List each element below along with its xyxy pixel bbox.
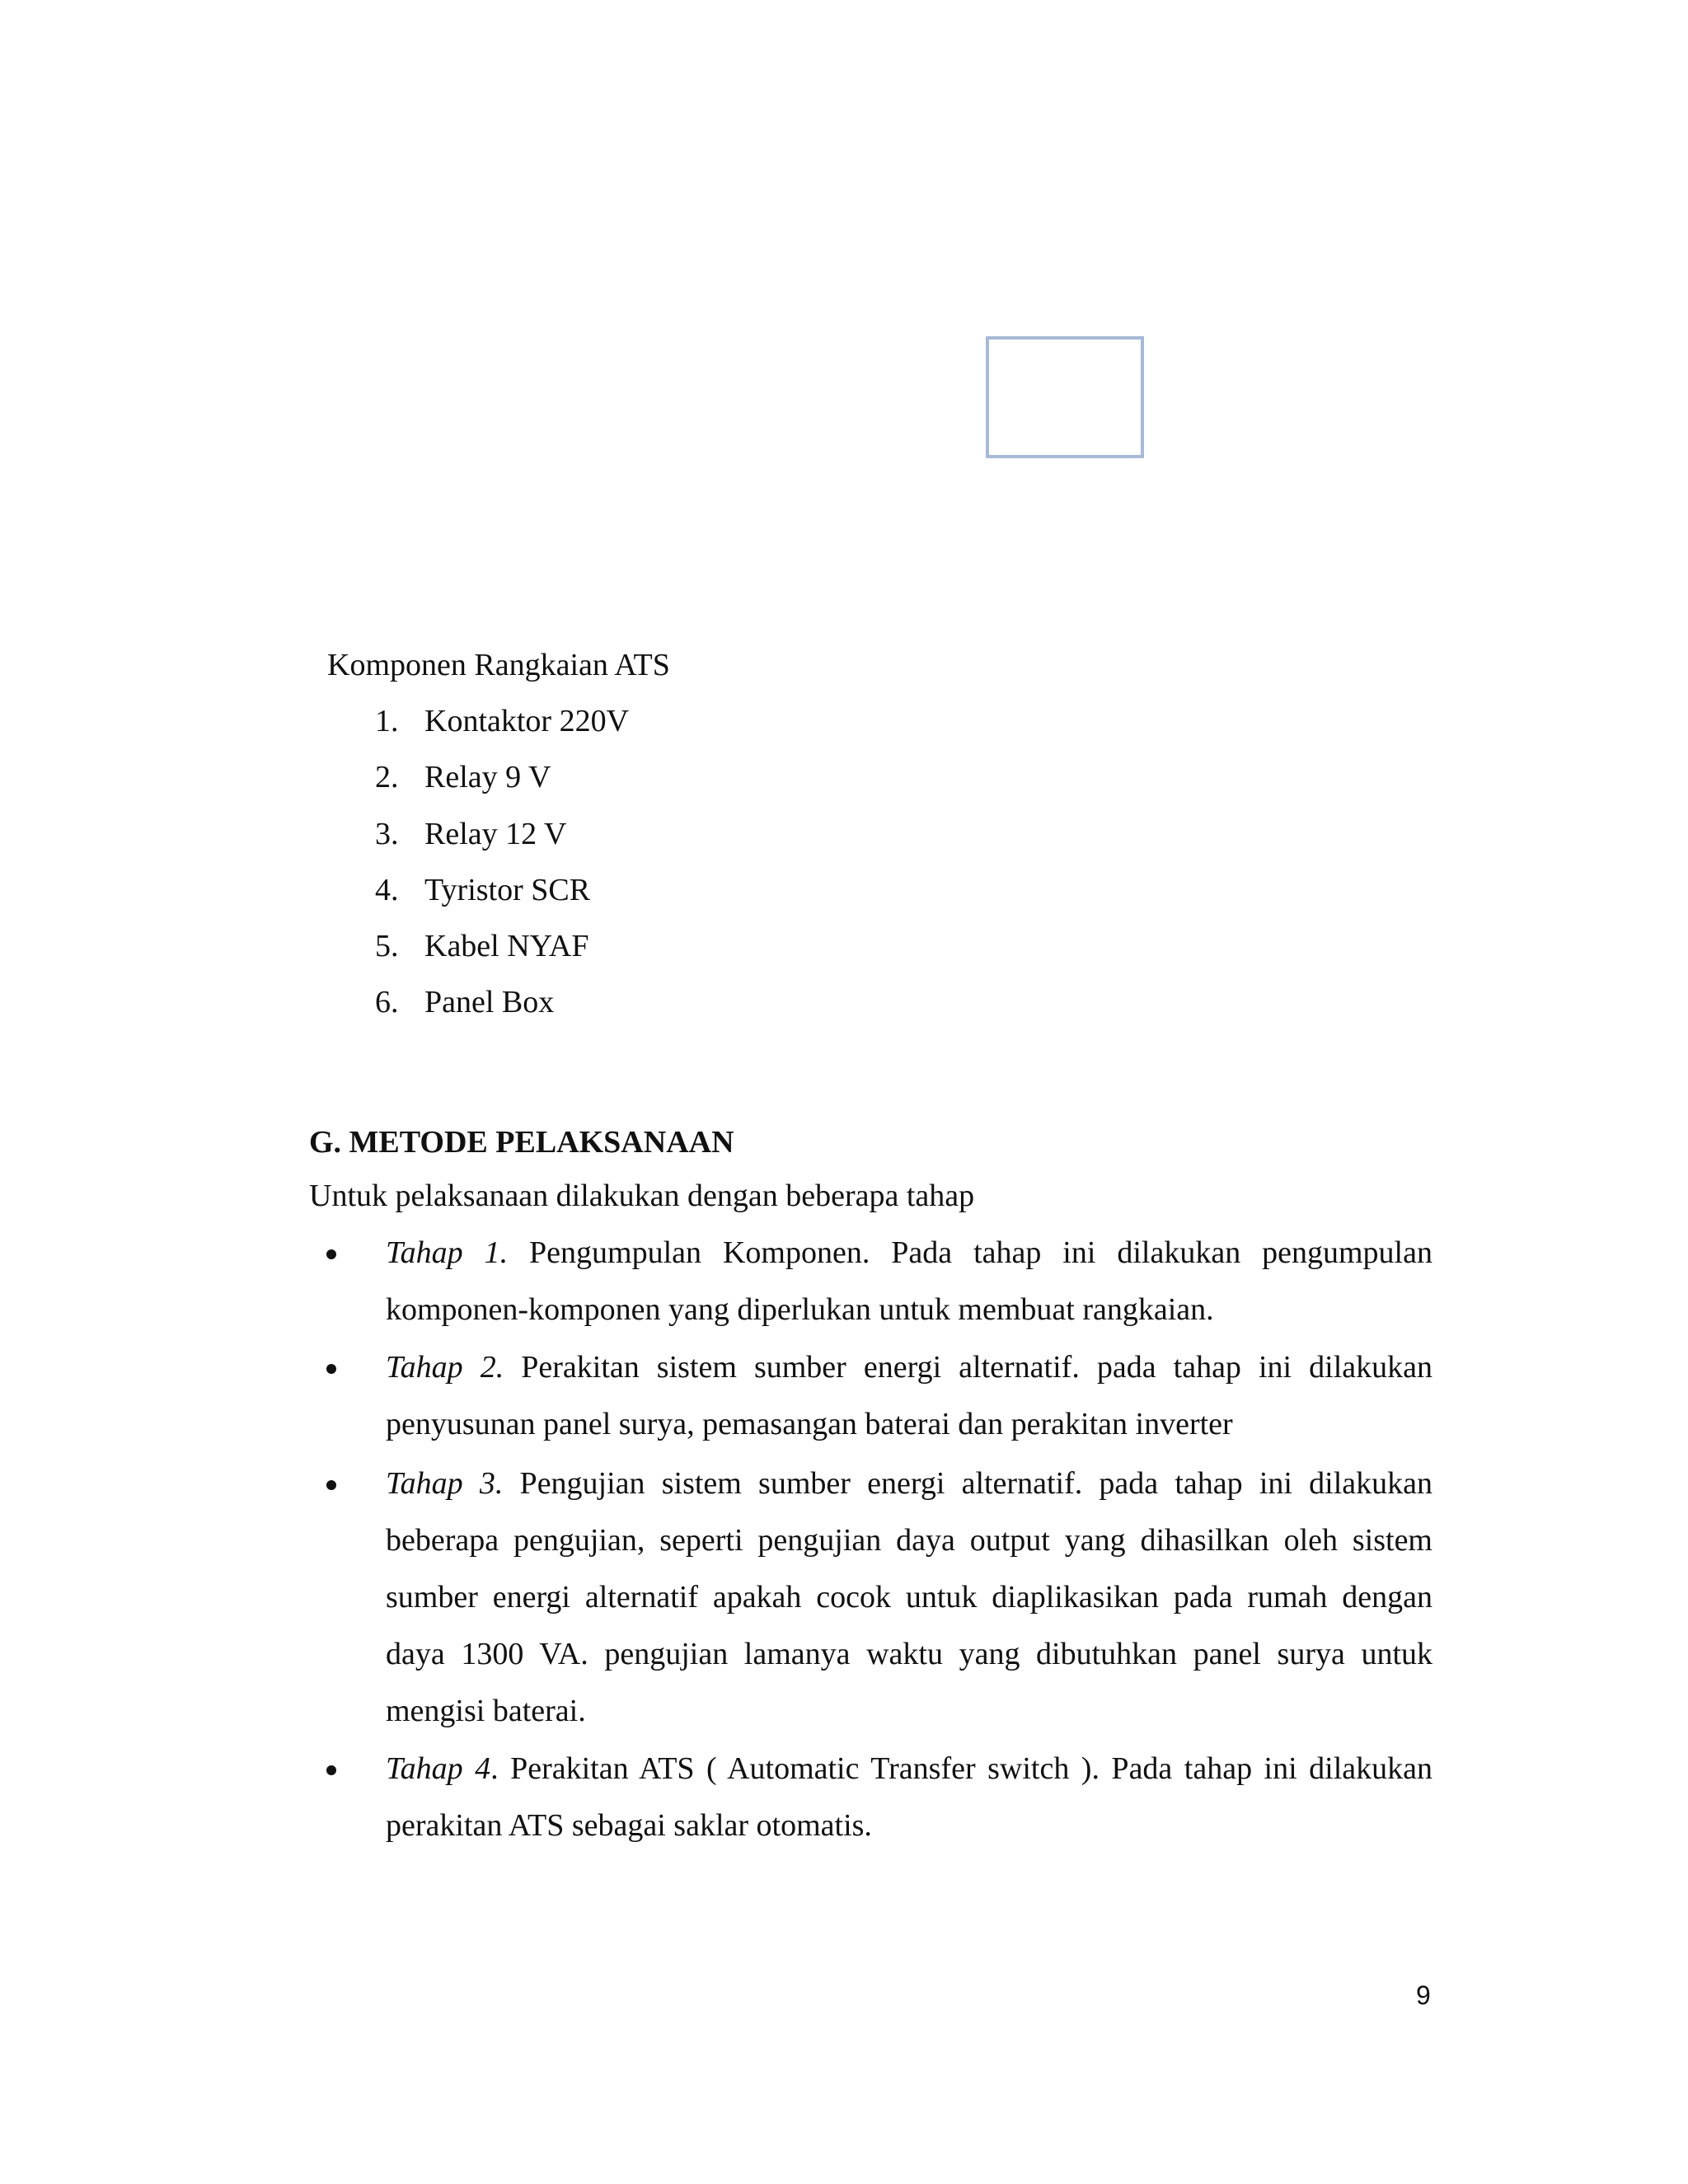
bullet-icon	[326, 1480, 336, 1490]
step-body: Perakitan sistem sumber energi alternatif. pada tahap ini dilakukan penyusunan panel surya, pemasangan baterai dan perakitan inverter	[386, 1350, 1432, 1441]
step-lead: Tahap 1.	[386, 1235, 509, 1270]
list-label: Relay 9 V	[424, 760, 551, 794]
page-number: 9	[1416, 1980, 1431, 2010]
bullet-icon	[326, 1364, 336, 1374]
step-text	[386, 1455, 1432, 1740]
step-text	[386, 1225, 1432, 1338]
bullet-icon	[326, 1249, 336, 1259]
step-text	[386, 1741, 1432, 1854]
step-body: Pengujian sistem sumber energi alternatif. pada tahap ini dilakukan beberapa pengujian, seperti pengujian daya output yang dihasilkan oleh sistem sumber energi alternatif apakah cocok untuk diaplikasikan pada rumah dengan daya 1300 VA. pengujian lamanya waktu yang dibutuhkan panel surya untuk mengisi baterai.	[386, 1466, 1433, 1728]
step-lead: Tahap 3.	[386, 1466, 504, 1501]
components-heading: Komponen Rangkaian ATS	[327, 648, 670, 682]
bullet-icon	[326, 1765, 336, 1775]
list-label: Tyristor SCR	[424, 873, 591, 907]
list-label: Kontaktor 220V	[424, 704, 630, 738]
empty-image-frame	[986, 336, 1144, 458]
list-label: Panel Box	[424, 985, 555, 1019]
section-title: G. METODE PELAKSANAAN	[309, 1125, 734, 1160]
step-text	[386, 1339, 1432, 1453]
step-lead: Tahap 2.	[386, 1350, 504, 1385]
list-label: Relay 12 V	[424, 817, 567, 851]
step-body: Pengumpulan Komponen. Pada tahap ini dilakukan pengumpulan komponen-komponen yang diperlukan untuk membuat rangkaian.	[386, 1235, 1432, 1327]
list-label: Kabel NYAF	[424, 929, 589, 963]
section-intro: Untuk pelaksanaan dilakukan dengan beberapa tahap	[309, 1179, 975, 1213]
step-body: . Perakitan ATS ( Automatic Transfer switch ). Pada tahap ini dilakukan perakitan ATS sebagai saklar otomatis.	[386, 1751, 1432, 1843]
step-lead: Tahap 4	[386, 1751, 491, 1786]
